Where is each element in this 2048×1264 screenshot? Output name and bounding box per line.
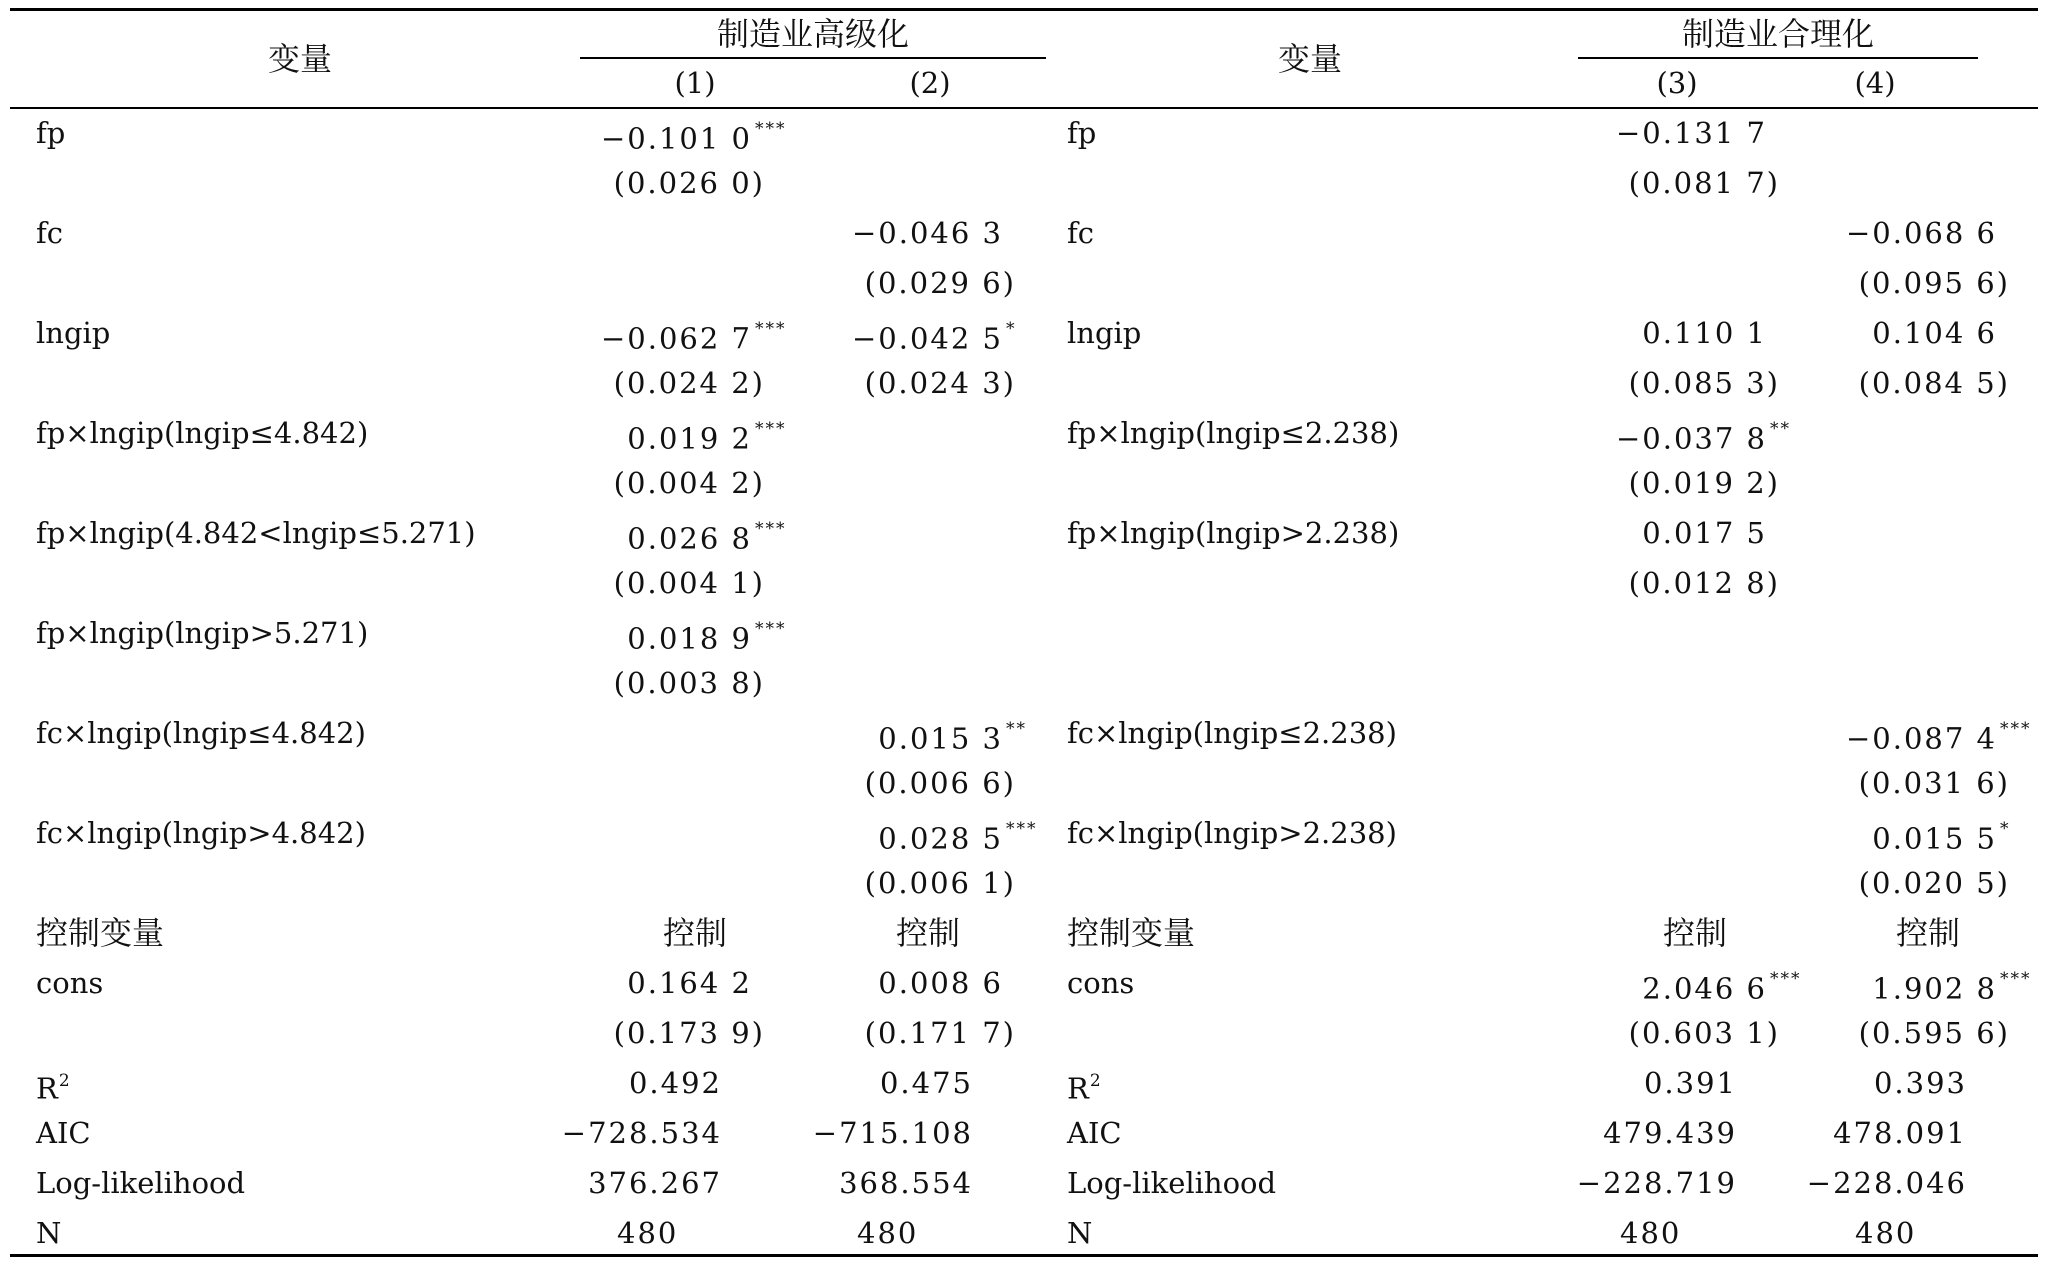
standard-error-value: (0.020 5) bbox=[1858, 866, 2010, 900]
significance-stars: *** bbox=[1770, 969, 1802, 989]
standard-error-value: (0.595 6) bbox=[1858, 1016, 2010, 1050]
controls-indicator: 控制 bbox=[895, 914, 960, 952]
coefficient-value: 0.104 6 bbox=[1872, 316, 1997, 350]
significance-stars: * bbox=[2000, 819, 2011, 839]
stat-label-left bbox=[36, 1058, 70, 1108]
significance-stars: ** bbox=[1770, 419, 1791, 439]
stat-value: 480 bbox=[617, 1216, 679, 1250]
row-label-right: cons bbox=[1067, 966, 1135, 1000]
row-label-left: fp×lngip(lngip>5.271) bbox=[36, 616, 369, 650]
row-label-left: fc bbox=[36, 216, 63, 250]
significance-stars: *** bbox=[1006, 819, 1038, 839]
stat-value: 478.091 bbox=[1833, 1116, 1967, 1150]
stat-label-right bbox=[1067, 1108, 1122, 1158]
coefficient-cell bbox=[878, 808, 1039, 858]
stat-name: R bbox=[36, 1071, 58, 1106]
controls-label-left: 控制变量 bbox=[36, 914, 165, 952]
superscript-squared: 2 bbox=[58, 1071, 70, 1091]
stat-name: Log-likelihood bbox=[36, 1166, 246, 1200]
standard-error-value: (0.006 6) bbox=[864, 766, 1016, 800]
coefficient-cell bbox=[1616, 108, 1803, 158]
coefficient-value: −0.042 5 bbox=[852, 321, 1003, 356]
stat-value: 0.393 bbox=[1873, 1066, 1967, 1100]
stat-value: 0.391 bbox=[1643, 1066, 1737, 1100]
coefficient-cell bbox=[1872, 958, 2033, 1008]
coefficient-value: 0.026 8 bbox=[627, 521, 752, 556]
standard-error-value: (0.603 1) bbox=[1628, 1016, 1780, 1050]
row-label-right: fc bbox=[1067, 216, 1094, 250]
row-label-right: fp bbox=[1067, 116, 1097, 150]
coefficient-value: 0.018 9 bbox=[627, 621, 752, 656]
stat-label-left bbox=[36, 1158, 245, 1208]
coefficient-cell bbox=[601, 108, 788, 158]
stat-value: −228.719 bbox=[1576, 1166, 1737, 1200]
standard-error-value: (0.004 1) bbox=[613, 566, 765, 600]
row-label-right: fp×lngip(lngip≤2.238) bbox=[1067, 416, 1400, 450]
coefficient-cell bbox=[1846, 708, 2033, 758]
coefficient-value: 0.015 5 bbox=[1872, 821, 1997, 856]
standard-error-value: (0.171 7) bbox=[864, 1016, 1016, 1050]
controls-label-right: 控制变量 bbox=[1067, 914, 1196, 952]
stat-value: 479.439 bbox=[1603, 1116, 1737, 1150]
coefficient-cell bbox=[627, 608, 788, 658]
standard-error-value: (0.024 2) bbox=[613, 366, 765, 400]
right-group-header: 制造业合理化 bbox=[1681, 15, 1874, 53]
controls-indicator: 控制 bbox=[1895, 914, 1960, 952]
column-header-4: (4) bbox=[1854, 66, 1896, 100]
stat-name: AIC bbox=[36, 1116, 91, 1150]
stat-value: 376.267 bbox=[588, 1166, 722, 1200]
coefficient-cell bbox=[627, 408, 788, 458]
significance-stars: ** bbox=[1006, 719, 1027, 739]
row-label-left: fc×lngip(lngip>4.842) bbox=[36, 816, 366, 850]
significance-stars: *** bbox=[2000, 969, 2032, 989]
stat-name: R bbox=[1067, 1071, 1089, 1106]
coefficient-cell bbox=[878, 958, 1039, 1008]
controls-indicator: 控制 bbox=[662, 914, 727, 952]
row-label-left: fp bbox=[36, 116, 66, 150]
stat-name: Log-likelihood bbox=[1067, 1166, 1277, 1200]
standard-error-value: (0.024 3) bbox=[864, 366, 1016, 400]
row-label-left: fp×lngip(lngip≤4.842) bbox=[36, 416, 369, 450]
standard-error-value: (0.012 8) bbox=[1628, 566, 1780, 600]
coefficient-value: −0.046 3 bbox=[852, 216, 1003, 250]
coefficient-cell bbox=[1642, 958, 1803, 1008]
stat-value: −228.046 bbox=[1806, 1166, 1967, 1200]
standard-error-value: (0.029 6) bbox=[864, 266, 1016, 300]
coefficient-value: −0.062 7 bbox=[601, 321, 752, 356]
significance-stars: *** bbox=[755, 519, 787, 539]
stat-value: −728.534 bbox=[561, 1116, 722, 1150]
coefficient-value: 0.019 2 bbox=[627, 421, 752, 456]
coefficient-cell bbox=[1846, 208, 2033, 258]
coefficient-value: 0.028 5 bbox=[878, 821, 1003, 856]
coefficient-value: 0.008 6 bbox=[878, 966, 1003, 1000]
stat-label-left bbox=[36, 1208, 61, 1258]
stat-value: 480 bbox=[857, 1216, 919, 1250]
standard-error-value: (0.081 7) bbox=[1628, 166, 1780, 200]
column-header-1: (1) bbox=[674, 66, 716, 100]
stat-label-right bbox=[1067, 1058, 1101, 1108]
coefficient-value: −0.101 0 bbox=[601, 121, 752, 156]
coefficient-value: 1.902 8 bbox=[1872, 971, 1997, 1006]
coefficient-cell bbox=[601, 308, 788, 358]
stat-value: 480 bbox=[1620, 1216, 1682, 1250]
column-header-3: (3) bbox=[1656, 66, 1698, 100]
row-label-right: lngip bbox=[1067, 316, 1142, 350]
coefficient-cell bbox=[852, 208, 1039, 258]
stat-value: 0.475 bbox=[879, 1066, 973, 1100]
right-variable-header: 变量 bbox=[1277, 40, 1342, 78]
standard-error-value: (0.006 1) bbox=[864, 866, 1016, 900]
standard-error-value: (0.095 6) bbox=[1858, 266, 2010, 300]
coefficient-cell bbox=[1642, 308, 1803, 358]
row-label-left: fc×lngip(lngip≤4.842) bbox=[36, 716, 366, 750]
coefficient-value: −0.068 6 bbox=[1846, 216, 1997, 250]
coefficient-value: 0.017 5 bbox=[1642, 516, 1767, 550]
stat-label-right bbox=[1067, 1208, 1092, 1258]
significance-stars: *** bbox=[755, 319, 787, 339]
coefficient-value: 0.015 3 bbox=[878, 721, 1003, 756]
standard-error-value: (0.084 5) bbox=[1858, 366, 2010, 400]
standard-error-value: (0.004 2) bbox=[613, 466, 765, 500]
standard-error-value: (0.031 6) bbox=[1858, 766, 2010, 800]
column-header-2: (2) bbox=[909, 66, 951, 100]
left-variable-header: 变量 bbox=[267, 40, 332, 78]
standard-error-value: (0.085 3) bbox=[1628, 366, 1780, 400]
coefficient-cell bbox=[1872, 308, 2033, 358]
significance-stars: * bbox=[1006, 319, 1017, 339]
standard-error-value: (0.003 8) bbox=[613, 666, 765, 700]
stat-name: N bbox=[1067, 1216, 1093, 1250]
coefficient-cell bbox=[627, 508, 788, 558]
significance-stars: *** bbox=[2000, 719, 2032, 739]
coefficient-value: −0.087 4 bbox=[1846, 721, 1997, 756]
coefficient-value: 0.110 1 bbox=[1642, 316, 1767, 350]
standard-error-value: (0.173 9) bbox=[613, 1016, 765, 1050]
coefficient-value: −0.037 8 bbox=[1616, 421, 1767, 456]
stat-value: −715.108 bbox=[812, 1116, 973, 1150]
coefficient-cell bbox=[1616, 408, 1803, 458]
significance-stars: *** bbox=[755, 619, 787, 639]
standard-error-value: (0.026 0) bbox=[613, 166, 765, 200]
coefficient-cell bbox=[1872, 808, 2033, 858]
stat-label-right bbox=[1067, 1158, 1276, 1208]
stat-value: 0.492 bbox=[628, 1066, 722, 1100]
coefficient-cell bbox=[627, 958, 788, 1008]
coefficient-value: 0.164 2 bbox=[627, 966, 752, 1000]
row-label-right: fp×lngip(lngip>2.238) bbox=[1067, 516, 1400, 550]
row-label-left: lngip bbox=[36, 316, 111, 350]
left-group-header: 制造业高级化 bbox=[716, 15, 909, 53]
coefficient-value: 2.046 6 bbox=[1642, 971, 1767, 1006]
coefficient-value: −0.131 7 bbox=[1616, 116, 1767, 150]
standard-error-value: (0.019 2) bbox=[1628, 466, 1780, 500]
stat-name: N bbox=[36, 1216, 62, 1250]
row-label-right: fc×lngip(lngip>2.238) bbox=[1067, 816, 1397, 850]
superscript-squared: 2 bbox=[1089, 1071, 1101, 1091]
coefficient-cell bbox=[1642, 508, 1803, 558]
stat-name: AIC bbox=[1067, 1116, 1122, 1150]
stat-value: 480 bbox=[1855, 1216, 1917, 1250]
stat-label-left bbox=[36, 1108, 91, 1158]
controls-indicator: 控制 bbox=[1662, 914, 1727, 952]
stat-value: 368.554 bbox=[839, 1166, 973, 1200]
coefficient-cell bbox=[878, 708, 1039, 758]
row-label-left: cons bbox=[36, 966, 104, 1000]
coefficient-cell bbox=[852, 308, 1039, 358]
significance-stars: *** bbox=[755, 119, 787, 139]
row-label-right: fc×lngip(lngip≤2.238) bbox=[1067, 716, 1397, 750]
row-label-left: fp×lngip(4.842<lngip≤5.271) bbox=[36, 516, 476, 550]
bottom-rule bbox=[10, 1254, 2038, 1257]
significance-stars: *** bbox=[755, 419, 787, 439]
